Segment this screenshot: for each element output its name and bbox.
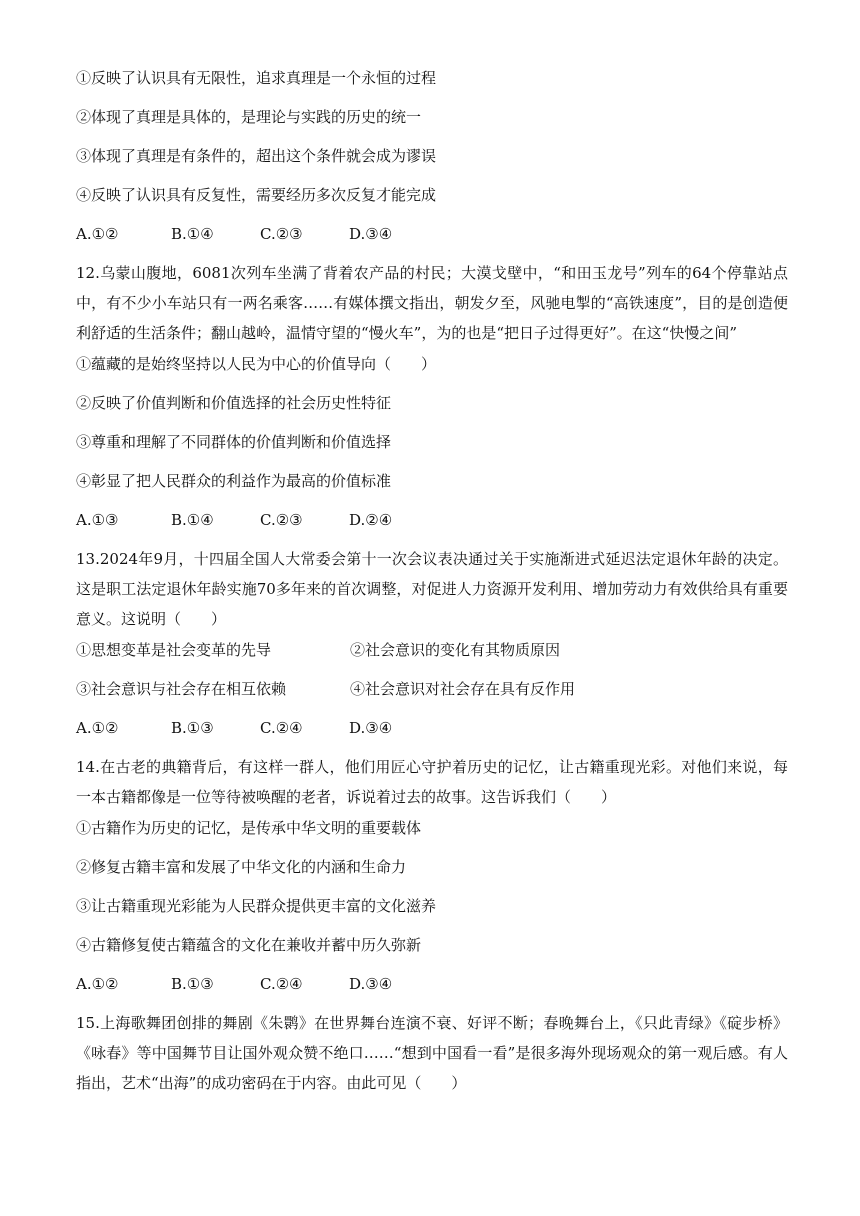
q13-option-4: ④社会意识对社会存在具有反作用 [350,680,576,698]
q13-options-row-2 [76,679,575,699]
q14-option-4: ④古籍修复使古籍蕴含的文化在兼收并蓄中历久弥新 [76,936,422,954]
q14-choice-d: D.③④ [349,975,393,993]
q13-stem: 13.2024年9月，十四届全国人大常委会第十一次会议表决通过关于实施渐进式延迟法定退休年龄的决定。这是职工法定退休年龄实施70多年来的首次调整，对促进人力资源开发利用、增加劳动力有效供给具有重要意义。这说明（ ） [76,550,788,628]
q11-option-3: ③体现了真理是有条件的，超出这个条件就会成为谬误 [76,147,437,165]
q13-option-3: ③社会意识与社会存在相互依赖 [76,680,287,698]
q11-choice-c: C.②③ [260,225,303,243]
q11-choice-b: B.①④ [171,225,214,243]
q14-stem: 14.在古老的典籍背后，有这样一群人，他们用匠心守护着历史的记忆，让古籍重现光彩。对他们来说，每一本古籍都像是一位等待被唤醒的老者，诉说着过去的故事。这告诉我们（ ） [76,758,788,806]
q12-option-2: ②反映了价值判断和价值选择的社会历史性特征 [76,394,392,412]
q12-choice-c: C.②③ [260,511,303,529]
q13-choice-b: B.①③ [171,719,214,737]
q14-choice-b: B.①③ [171,975,214,993]
q13-choices [76,718,392,738]
q12-option-1: ①蕴藏的是始终坚持以人民为中心的价值导向（ ） [76,355,437,373]
q11-option-2: ②体现了真理是具体的，是理论与实践的历史的统一 [76,108,422,126]
q11-choices [76,224,392,244]
q12-choice-a: A.①③ [76,511,119,529]
q14-option-1: ①古籍作为历史的记忆，是传承中华文明的重要载体 [76,819,422,837]
q12-stem: 12.乌蒙山腹地，6081次列车坐满了背着农产品的村民；大漠戈壁中，“和田玉龙号”列车的64个停靠站点中，有不少小车站只有一两名乘客……有媒体撰文指出，朝发夕至，风驰电掣的“高铁速度”，目的是创造便利舒适的生活条件；翻山越岭，温情守望的“慢火车”，为的也是“把日子过得更好”。在这“快慢之间” [76,264,788,342]
q13-option-2: ②社会意识的变化有其物质原因 [350,641,561,659]
q11-option-1: ①反映了认识具有无限性，追求真理是一个永恒的过程 [76,69,437,87]
q12-choice-b: B.①④ [171,511,214,529]
q11-choice-d: D.③④ [349,225,393,243]
q12-choices [76,510,392,530]
q14-option-2: ②修复古籍丰富和发展了中华文化的内涵和生命力 [76,858,407,876]
q15-stem: 15.上海歌舞团创排的舞剧《朱鹮》在世界舞台连演不衰、好评不断；春晚舞台上，《只此青绿》《碇步桥》《咏春》等中国舞节目让国外观众赞不绝口……“想到中国看一看”是很多海外现场观众的第一观后感。有人指出，艺术“出海”的成功密码在于内容。由此可见（ ） [76,1014,788,1092]
q14-option-3: ③让古籍重现光彩能为人民群众提供更丰富的文化滋养 [76,897,437,915]
q11-option-4: ④反映了认识具有反复性，需要经历多次反复才能完成 [76,186,437,204]
q14-choice-c: C.②④ [260,975,303,993]
q13-option-1: ①思想变革是社会变革的先导 [76,641,272,659]
q12-option-3: ③尊重和理解了不同群体的价值判断和价值选择 [76,433,392,451]
q12-choice-d: D.②④ [349,511,393,529]
q13-choice-d: D.③④ [349,719,393,737]
q12-option-4: ④彰显了把人民群众的利益作为最高的价值标准 [76,472,392,490]
q11-choice-a: A.①② [76,225,119,243]
q14-choice-a: A.①② [76,975,119,993]
q13-options-row-1 [76,640,560,660]
q13-choice-c: C.②④ [260,719,303,737]
q13-choice-a: A.①② [76,719,119,737]
q14-choices [76,974,392,994]
